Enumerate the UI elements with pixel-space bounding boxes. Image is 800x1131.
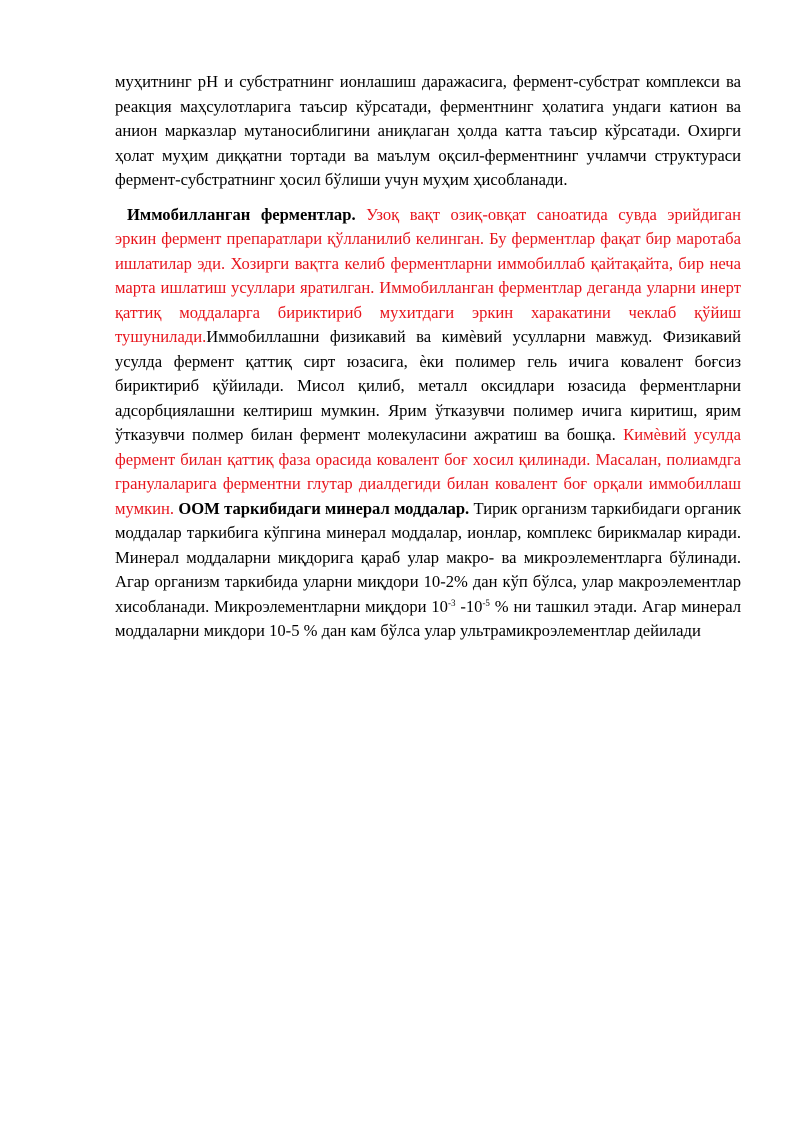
- section-heading-minerals: ООМ таркибидаги минерал моддалар.: [174, 498, 470, 518]
- body-text-range: -10: [455, 596, 483, 616]
- superscript-exponent-2: -5: [482, 597, 490, 608]
- paragraph-text: муҳитнинг pH и субстратнинг ионлашиш даражасига, фермент-субстрат комплекси ва реакция маҳсулотларига таъсир кўрсатади, ферментнинг ҳолатига ундаги катион ва анион марказлар мутаносиблигини аниқлаган ҳолда катта таъсир кўрсатади. Охирги ҳолат муҳим диққатни тортади ва маълум оқсил-ферментнинг учламчи структураси фермент-субстратнинг ҳосил бўлиши учун муҳим ҳисобланади.: [115, 72, 741, 189]
- section-heading-immobilized: Иммобилланган ферментлар.: [127, 204, 356, 224]
- body-text-minerals: Тирик организм таркибидаги органик моддалар таркибига кўпгина минерал моддалар, ионлар, комплекс бирикмалар киради. Минерал моддаларни миқдорига қараб улар макро- ва микроэлементларга бўлинади. Агар организм таркибида уларни миқдори 10-2% дан кўп бўлса, улар макроэлементлар хисобланади. Микроэлементларни миқдори 10: [115, 498, 742, 616]
- document-page: [115, 70, 741, 644]
- paragraph-enzyme-activity: [115, 70, 741, 193]
- body-text-ultramicro: % ни ташкил этади. Агар минерал моддаларни микдори 10-5 % дан кам бўлса улар ультрамикроэлементлар дейилади: [115, 596, 741, 640]
- superscript-exponent-1: -3: [447, 597, 456, 608]
- highlighted-text-chemical-methods: Кимѐвий усулда фермент билан қаттиқ фаза орасида ковалент боғ хосил қилинади. Масалан, полиамдга гранулаларига ферментни глутар диалдегиди билан ковалент боғ орқали иммобиллаш мумкин.: [115, 425, 741, 518]
- highlighted-text-definition: Узоқ вақт озиқ-овқат саноатида сувда эрийдиган эркин фермент препаратлари қўлланилиб келинган. Бу ферментлар фақат бир маротаба ишлатилар эди. Хозирги вақтга келиб ферментларни иммобиллаб қайтақайта, бир неча марта ишлатиш усуллари яратилган. Иммобилланган ферментлар деганда уларни инерт қаттиқ моддаларга бириктириб мухитдаги эркин харакатини чеклаб қўйиш тушунилади.: [115, 204, 741, 346]
- body-text-physical-methods: Иммобиллашни физикавий ва кимѐвий усулларни мавжуд. Физикавий усулда фермент қаттиқ сирт юзасига, ѐки полимер гель ичига ковалент боғсиз бириктириб қўйилади. Мисол қилиб, металл оксидлари юзасида ферментларни адсорбциялашни келтириш мумкин. Ярим ўтказувчи полимер ичига киритиш, ярим ўтказувчи полмер билан фермент молекуласини ажратиш ва бошқа.: [115, 327, 741, 444]
- paragraph-immobilized-enzymes: [115, 203, 741, 644]
